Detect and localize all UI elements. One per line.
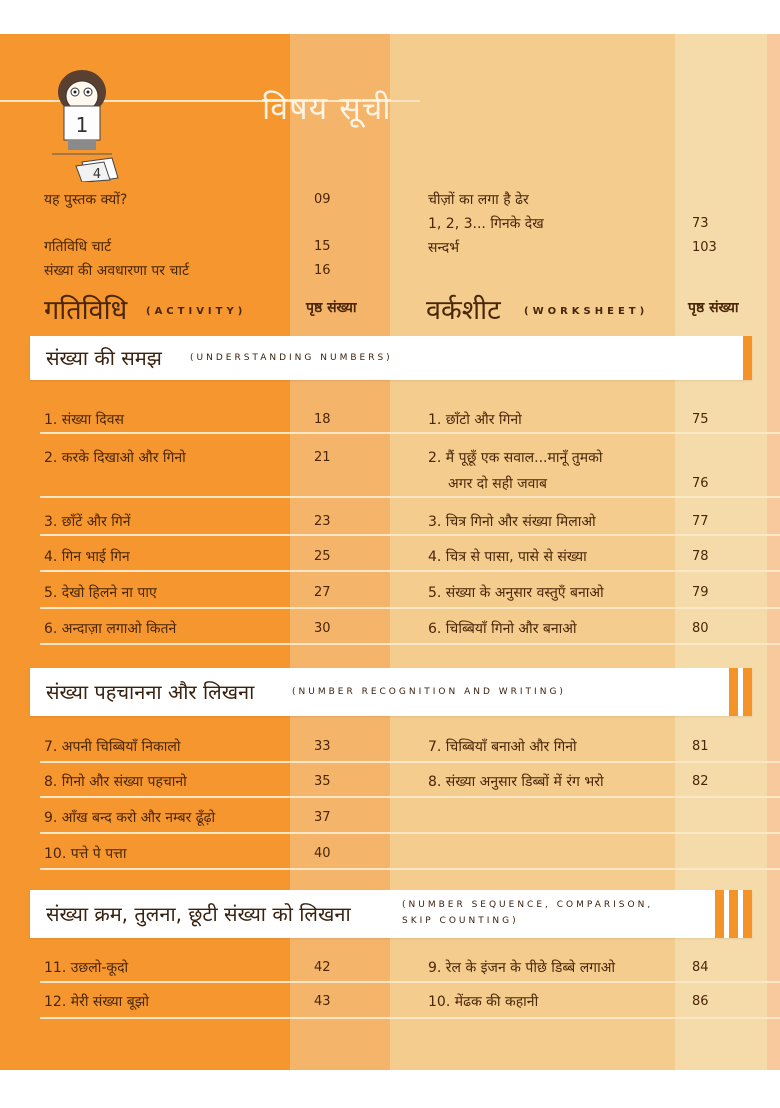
worksheet-page: 75: [692, 412, 709, 427]
activity-item[interactable]: 8. गिनो और संख्या पहचानो: [44, 774, 187, 790]
intro-label[interactable]: संख्या की अवधारणा पर चार्ट: [44, 263, 190, 279]
activity-page-heading: पृष्ठ संख्या: [306, 300, 357, 316]
worksheet-page: 79: [692, 585, 709, 600]
activity-item[interactable]: 10. पत्ते पे पत्ता: [44, 846, 127, 862]
worksheet-item[interactable]: 8. संख्या अनुसार डिब्बों में रंग भरो: [428, 774, 604, 790]
intro-label[interactable]: यह पुस्तक क्यों?: [44, 192, 128, 208]
intro-page: 73: [692, 216, 709, 231]
band-edge: [767, 34, 780, 1070]
activity-page: 33: [314, 739, 331, 754]
worksheet-item[interactable]: 6. चिब्बियाँ गिनो और बनाओ: [428, 621, 577, 637]
worksheet-heading-en: (WORKSHEET): [524, 306, 649, 317]
section-header-number-sequence: [30, 890, 752, 938]
activity-page: 43: [314, 994, 331, 1009]
section-title-en: (NUMBER RECOGNITION AND WRITING): [292, 687, 566, 697]
svg-text:4: 4: [92, 167, 102, 182]
activity-item[interactable]: 9. आँख बन्द करो और नम्बर ढूँढ़ो: [44, 810, 216, 826]
activity-page: 42: [314, 960, 331, 975]
section-title-en: (NUMBER SEQUENCE, COMPARISON,: [402, 900, 654, 910]
section-title-en: (UNDERSTANDING NUMBERS): [190, 353, 393, 363]
worksheet-page: 81: [692, 739, 709, 754]
activity-page: 40: [314, 846, 331, 861]
activity-heading: गतिविधि: [44, 295, 128, 326]
girl-holding-number-card-icon: [42, 62, 132, 182]
section-header-number-recognition: [30, 668, 752, 716]
activity-item[interactable]: 1. संख्या दिवस: [44, 412, 124, 428]
worksheet-item[interactable]: 4. चित्र से पासा, पासे से संख्या: [428, 549, 587, 565]
section-marker-bars: [715, 890, 752, 938]
worksheet-page: 77: [692, 514, 709, 529]
activity-heading-en: (ACTIVITY): [146, 306, 247, 317]
worksheet-item[interactable]: 5. संख्या के अनुसार वस्तुएँ बनाओ: [428, 585, 604, 601]
toc-page: [0, 34, 780, 1070]
activity-item[interactable]: 4. गिन भाई गिन: [44, 549, 130, 565]
worksheet-item-line2[interactable]: अगर दो सही जवाब: [448, 476, 548, 492]
intro-page: 09: [314, 192, 331, 207]
section-header-understanding-numbers: [30, 336, 752, 380]
worksheet-item[interactable]: 1. छाँटो और गिनो: [428, 412, 522, 428]
worksheet-item[interactable]: 7. चिब्बियाँ बनाओ और गिनो: [428, 739, 577, 755]
svg-text:1: 1: [75, 113, 89, 137]
worksheet-page: 76: [692, 476, 709, 491]
worksheet-page-heading: पृष्ठ संख्या: [688, 300, 739, 316]
activity-item[interactable]: 2. करके दिखाओ और गिनो: [44, 450, 186, 466]
activity-item[interactable]: 11. उछलो-कूदो: [44, 960, 129, 976]
activity-page: 21: [314, 450, 331, 465]
worksheet-heading: वर्कशीट: [426, 295, 501, 326]
section-marker-bars: [729, 668, 752, 716]
section-title-hi: संख्या पहचानना और लिखना: [46, 680, 255, 704]
intro-page: 16: [314, 263, 331, 278]
activity-page: 18: [314, 412, 331, 427]
activity-page: 30: [314, 621, 331, 636]
activity-item[interactable]: 3. छाँटें और गिनें: [44, 514, 131, 530]
intro-label[interactable]: गतिविधि चार्ट: [44, 239, 112, 255]
activity-item[interactable]: 7. अपनी चिब्बियाँ निकालो: [44, 739, 181, 755]
activity-page: 27: [314, 585, 331, 600]
intro-label[interactable]: चीज़ों का लगा है ढेर: [428, 192, 529, 208]
page-title: विषय सूची: [262, 89, 392, 127]
activity-page: 35: [314, 774, 331, 789]
worksheet-item[interactable]: 9. रेल के इंजन के पीछे डिब्बे लगाओ: [428, 960, 616, 976]
worksheet-page: 80: [692, 621, 709, 636]
intro-label[interactable]: सन्दर्भ: [428, 240, 460, 256]
activity-page: 37: [314, 810, 331, 825]
intro-label[interactable]: 1, 2, 3... गिनके देख: [428, 216, 544, 232]
worksheet-item[interactable]: 10. मेंढक की कहानी: [428, 994, 539, 1010]
worksheet-page: 82: [692, 774, 709, 789]
worksheet-page: 84: [692, 960, 709, 975]
section-marker-bars: [743, 336, 752, 380]
section-title-en-line2: SKIP COUNTING): [402, 916, 519, 926]
worksheet-item[interactable]: 3. चित्र गिनो और संख्या मिलाओ: [428, 514, 596, 530]
worksheet-page: 78: [692, 549, 709, 564]
activity-item[interactable]: 5. देखो हिलने ना पाए: [44, 585, 157, 601]
worksheet-page: 86: [692, 994, 709, 1009]
intro-page: 15: [314, 239, 331, 254]
intro-page: 103: [692, 240, 717, 255]
section-title-hi: संख्या की समझ: [46, 346, 162, 370]
activity-item[interactable]: 12. मेरी संख्या बूझो: [44, 994, 149, 1010]
worksheet-item[interactable]: 2. मैं पूछूँ एक सवाल...मानूँ तुमको: [428, 450, 603, 466]
section-title-hi: संख्या क्रम, तुलना, छूटी संख्या को लिखना: [46, 902, 351, 926]
activity-page: 23: [314, 514, 331, 529]
activity-item[interactable]: 6. अन्दाज़ा लगाओ कितने: [44, 621, 177, 637]
activity-page: 25: [314, 549, 331, 564]
